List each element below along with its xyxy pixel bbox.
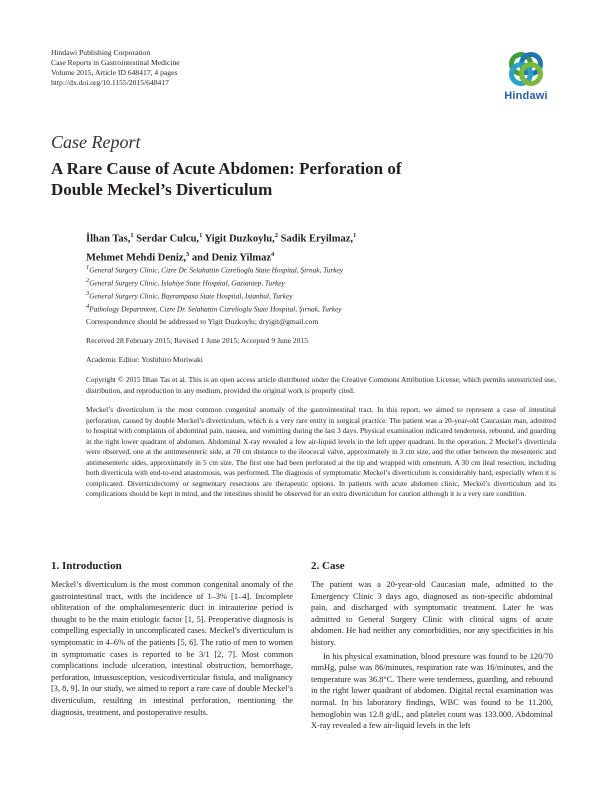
author-name: Serdar Culcu, xyxy=(136,233,200,245)
title-line: Double Meckel’s Diverticulum xyxy=(51,180,273,199)
correspondence-note: Correspondence should be addressed to Yigit Duzkoylu; dryigit@gmail.com xyxy=(86,317,319,326)
paragraph: The patient was a 20-year-old Caucasian male, admitted to the Emergency Clinic 3 days ago, diagnosed as non-specific abdominal pain, and discharged with symptomatic treatment. Later he was admitted to General Surgery Clinic with clinical signs of acute abdomen. He had neither any comorbidities, nor any specificities in his history. xyxy=(311,580,553,647)
case-body xyxy=(311,579,553,732)
affiliation-list xyxy=(86,263,556,315)
title-line: A Rare Cause of Acute Abdomen: Perforation of xyxy=(51,159,402,178)
hindawi-logo xyxy=(496,50,556,102)
case-heading: 2. Case xyxy=(311,560,345,572)
volume-info: Volume 2015, Article ID 648417, 4 pages xyxy=(51,68,178,77)
author-name: İlhan Tas, xyxy=(86,233,131,245)
doi-link[interactable]: http://dx.doi.org/10.1155/2015/648417 xyxy=(51,78,169,87)
journal-name: Case Reports in Gastrointestinal Medicine xyxy=(51,58,180,67)
author-name: and Deniz Yilmaz xyxy=(191,252,272,263)
affiliation: $^1$General Surgery Clinic, Cizre Dr. Selahattin Cizrelioglu State Hospital, Şırnak, Turkey xyxy=(86,264,344,275)
copyright-notice: Copyright © 2015 İlhan Tas et al. This is an open access article distributed under the Creative Commons Attribution License, which permits unrestricted use, distribution, and reproduction in any medium, provided the original work is properly cited. xyxy=(86,375,556,395)
article-type: Case Report xyxy=(51,132,141,152)
affiliation: $^3$General Surgery Clinic, Bayrampasa State Hospital, Istanbul, Turkey xyxy=(86,290,293,301)
publisher-name: Hindawi Publishing Corporation xyxy=(51,48,151,57)
abstract: Meckel’s diverticulum is the most common congenital anomaly of the gastrointestinal tract. In this report, we aimed to represent a case of intestinal perforation, caused by double Meckel’s diverticulum, which is a very rare entity in surgical practice. The patient was a 20-year-old Caucasian man, admitted to hospital with complaints of abdominal pain, nausea, and vomitting during the last 3 days. Physical examination indicated tenderness, rebound, and guarding in the right lower quadrant of abdomen. Abdominal X-ray revealed a few air-liquid levels in the left upper quadrant. In the operation, 2 Meckel’s diverticula were observed, one at the antimesenteric side, at 70 cm distance to the ileocecal valve, approximately in 3 cm size, and the other between the mesenteric and antimesenteric sides, approximately in 5 cm size. The first one had been perforated at the tip and wrapped with omentum. A 30 cm ileal resection, including both diverticula with end-to-end anastomosis, was performed. The diagnosis of symptomatic Meckel’s diverticulum is considerably hard, especially when it is complicated. Diverticulectomy or segmentary resections are therapeutic options. In patients with acute abdomen clinic, Meckel’s diverticulum and its complications should be kept in mind, and the intestines should be observed for an extra diverticulum for caution although it is a very rare condition. xyxy=(86,405,556,498)
author-name: Yigit Duzkoylu, xyxy=(204,233,275,245)
logo-wordmark: Hindawi xyxy=(504,90,548,102)
paragraph: In his physical examination, blood pressure was found to be 120/70 mmHg, pulse was 86/minutes, respiration rate was 16/minutes, and the temperature was 36.8°C. There were tenderness, guarding, and rebound in the right lower quadrant of abdomen. Digital rectal examination was normal. In his laboratory findings, WBC was found to be 11.200, hemoglobin was 12.8 g/dL, and platelet count was 133.000. Abdominal X-ray revealed a few air-liquid levels in the left xyxy=(311,651,553,731)
article-title xyxy=(51,158,551,200)
journal-header xyxy=(51,48,371,88)
introduction-body xyxy=(51,579,293,718)
paragraph: Meckel’s diverticulum is the most common congenital anomaly of the gastrointestinal tract, with the incidence of 1–3% [1–4]. Incomplete obliteration of the omphalomesenteric duct in intrauterine period is thought to be the main etiologic factor [1, 5]. Preoperative diagnosis is compelling especially in uncomplicated cases. Meckel’s diverticulum is symptomatic in 4–6% of the patients [5, 6]. The ratio of men to women in symptomatic cases is reported to be 3/1 [2, 7]. Most common complications include ulceration, intestinal obstruction, hemorrhage, perforation, intussusception, vesicodiverticular fistula, and malignancy [3, 8, 9]. In our study, we aimed to report a rare case of double Meckel’s diverticulum, resulting in intestinal perforation, mentioning the diagnosis, treatment, and postoperative results. xyxy=(51,580,294,717)
author-name: Sadik Eryilmaz, xyxy=(280,233,353,245)
received-dates: Received 28 February 2015; Revised 1 June 2015; Accepted 9 June 2015 xyxy=(86,336,309,345)
affiliation: $^4$Pathology Department, Cizre Dr. Selahattin Cizrelioglu State Hospital, Şırnak, Turkey xyxy=(86,303,342,314)
author-list: İlhan Tas,$^1$ Serdar Culcu,$^1$ Yigit Duzkoylu,$^2$ Sadik Eryilmaz,$^1$ Mehmet Mehdi Deniz,$^3$ and Deniz Yilmaz$^4$ xyxy=(86,232,357,263)
hindawi-rings-icon xyxy=(507,50,545,88)
author-name: Mehmet Mehdi Deniz, xyxy=(86,252,187,263)
academic-editor: Academic Editor: Yoshihiro Moriwaki xyxy=(86,355,203,364)
introduction-heading: 1. Introduction xyxy=(51,560,122,572)
affiliation: $^2$General Surgery Clinic, Islahiye State Hospital, Gaziantep, Turkey xyxy=(86,277,285,288)
